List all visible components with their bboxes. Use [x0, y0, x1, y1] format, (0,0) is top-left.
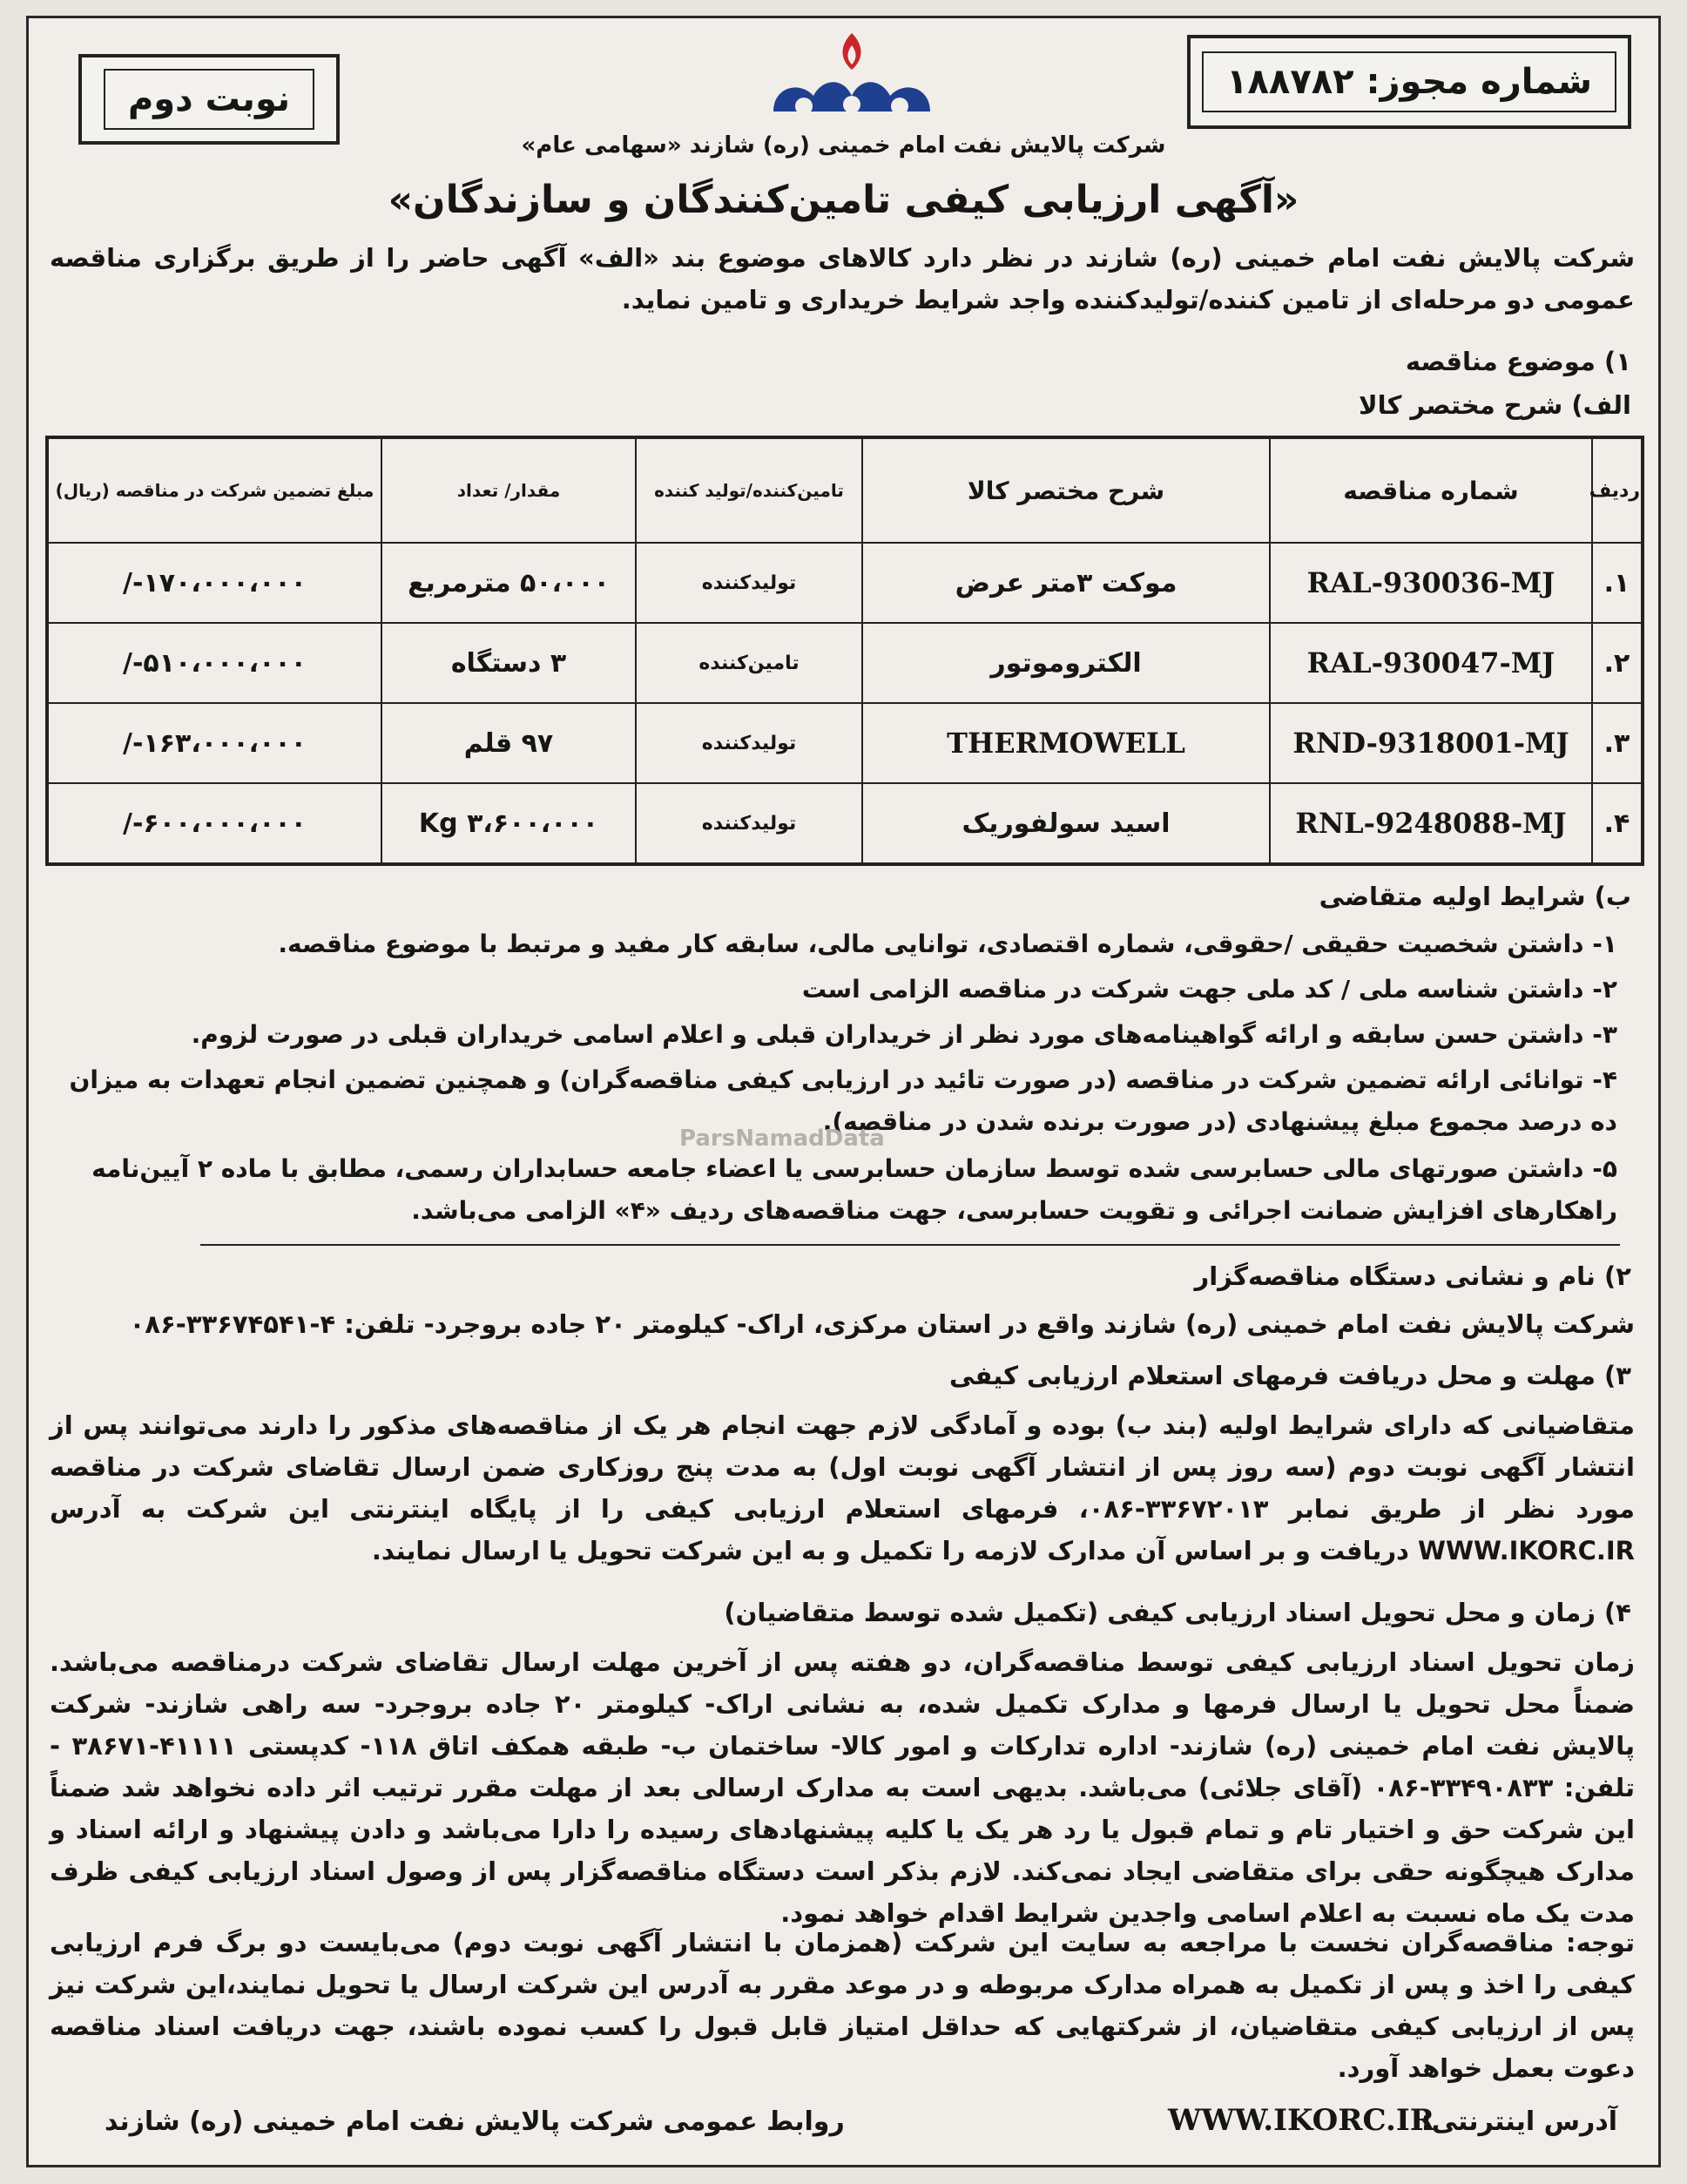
- cell-quantity: ۳،۶۰۰،۰۰۰ Kg: [381, 783, 636, 864]
- footer-website-link[interactable]: WWW.IKORC.IR: [1168, 2103, 1434, 2138]
- permit-number: شماره مجوز: ۱۸۸۷۸۲: [1202, 51, 1616, 112]
- cell-guarantee: ۶۰۰،۰۰۰،۰۰۰-/: [47, 783, 381, 864]
- cell-row-number: ۲.: [1592, 623, 1643, 703]
- section-3-text: متقاضیانی که دارای شرایط اولیه (بند ب) بوده و آمادگی لازم جهت انجام هر یک از مناقصه‌های مذکور را دارند می‌توانند پس از انتشار آگهی نوبت دوم (سه روز پس از انتشار آگهی نوبت اول) به مدت پنج روزکاری ضمن ارسال تقاضای شرکت در مناقصه مورد نظر از طریق نمابر ۳۳۶۷۲۰۱۳-۰۸۶، فرمهای استعلام ارزیابی کیفی را از پایگاه اینترنتی این شرکت به آدرس WWW.IKORC.IR دریافت و بر اساس آن مدارک لازمه را تکمیل و به این شرکت تحویل یا ارسال نمایند.: [50, 1410, 1635, 1565]
- table-row: [47, 783, 1643, 864]
- publication-turn-box: [78, 54, 340, 145]
- intro-paragraph: شرکت پالایش نفت امام خمینی (ره) شازند در نظر دارد کالاهای موضوع بند «الف» آگهی حاضر را از طریق برگزاری مناقصه عمومی دو مرحله‌ای از تامین کننده/تولیدکننده واجد شرایط خریداری و تامین نماید.: [50, 243, 1635, 314]
- header-guarantee: مبلغ تضمین شرکت در مناقصه (ریال): [47, 437, 381, 543]
- note-paragraph: توجه: مناقصه‌گران نخست با مراجعه به سایت این شرکت (همزمان با انتشار آگهی نوبت دوم) می‌بایست دو برگ فرم ارزیابی کیفی را اخذ و پس از تکمیل به همراه مدارک مربوطه و در موعد مقرر به آدرس این شرکت ارسال یا تحویل نمایند،این شرکت نیز پس از ارزیابی کیفی متقاضیان، از شرکتهایی که حداقل امتیاز قابل قبول را کسب نموده باشند، جهت دریافت اسناد مناقصه دعوت بعمل خواهد آورد.: [50, 1928, 1635, 2083]
- cell-description: THERMOWELL: [862, 703, 1270, 783]
- notice-headline: «آگهی ارزیابی کیفی تامین‌کنندگان و سازندگان»: [388, 178, 1299, 222]
- cell-guarantee: ۵۱۰،۰۰۰،۰۰۰-/: [47, 623, 381, 703]
- header-row-number: ردیف: [1592, 437, 1643, 543]
- section-4-text: زمان تحویل اسناد ارزیابی کیفی توسط مناقصه‌گران، دو هفته پس از آخرین مهلت ارسال تقاضای شرکت درمناقصه می‌باشد. ضمناً محل تحویل یا ارسال فرمها و مدارک تکمیل شده، به نشانی اراک- کیلومتر ۲۰ جاده بروجرد- سه راهی شازند- شرکت پالایش نفت امام خمینی (ره) شازند- اداره تدارکات و امور کالا- ساختمان ب- طبقه همکف اتاق ۱۱۸- کدپستی ۴۱۱۱۱-۳۸۶۷۱ - تلفن: ۳۳۴۹۰۸۳۳-۰۸۶ (آقای جلائی) می‌باشد. بدیهی است به مدارک ارسالی بعد از مهلت مقرر ترتیب اثر داده نخواهد شد ضمناً این شرکت حق و اختیار تام و تمام قبول یا رد هر یک یا کلیه پیشنهادهای رسیده را دارا می‌باشد و دادن پیشنهاد و ارائه اسناد و مدارک هیچگونه حقی برای متقاضی ایجاد نمی‌کند. لازم بذکر است دستگاه مناقصه‌گزار پس از وصول اسناد ارزیابی کیفی ظرف مدت یک ماه نسبت به اعلام اسامی واجدین شرایط اقدام خواهد نمود.: [50, 1647, 1635, 1928]
- condition-4: ۴- توانائی ارائه تضمین شرکت در مناقصه (در صورت تائید در ارزیابی کیفی مناقصه‌گران) و همچنین تضمین انجام تعهدات به میزان ده درصد مجموع مبلغ پیشنهادی (در صورت برنده شدن در مناقصه).: [69, 1065, 1617, 1136]
- cell-supplier: تامین‌کننده: [636, 623, 862, 703]
- cell-description: موکت ۳متر عرض: [862, 543, 1270, 623]
- condition-1: ۱- داشتن شخصیت حقیقی /حقوقی، شماره اقتصادی، توانایی مالی، سابقه کار مفید و مرتبط با موضوع مناقصه.: [278, 930, 1617, 958]
- cell-row-number: ۱.: [1592, 543, 1643, 623]
- header-supplier: تامین‌کننده/تولید کننده: [636, 437, 862, 543]
- cell-row-number: ۳.: [1592, 703, 1643, 783]
- section-4-title: ۴) زمان و محل تحویل اسناد ارزیابی کیفی (تکمیل شده توسط متقاضیان): [724, 1598, 1631, 1627]
- condition-2: ۲- داشتن شناسه ملی / کد ملی جهت شرکت در مناقصه الزامی است: [801, 975, 1617, 1004]
- cell-guarantee: ۱۶۳،۰۰۰،۰۰۰-/: [47, 703, 381, 783]
- cell-tender-number: RAL-930047-MJ: [1270, 623, 1592, 703]
- cell-supplier: تولیدکننده: [636, 543, 862, 623]
- cell-tender-number: RNL-9248088-MJ: [1270, 783, 1592, 864]
- header-quantity: مقدار/ تعداد: [381, 437, 636, 543]
- section-2-text: شرکت پالایش نفت امام خمینی (ره) شازند واقع در استان مرکزی، اراک- کیلومتر ۲۰ جاده بروجرد- تلفن: ۴-۳۳۶۷۴۵۴۱-۰۸۶: [129, 1309, 1635, 1339]
- section-b-title: ب) شرایط اولیه متقاضی: [1319, 882, 1631, 911]
- condition-5-underline: [200, 1244, 1620, 1246]
- header-tender-number: شماره مناقصه: [1270, 437, 1592, 543]
- cell-quantity: ۳ دستگاه: [381, 623, 636, 703]
- footer-public-relations: روابط عمومی شرکت پالایش نفت امام خمینی (ره) شازند: [105, 2106, 845, 2137]
- watermark: ParsNamadData: [679, 1126, 885, 1152]
- cell-description: الکتروموتور: [862, 623, 1270, 703]
- cell-guarantee: ۱۷۰،۰۰۰،۰۰۰-/: [47, 543, 381, 623]
- table-row: [47, 623, 1643, 703]
- section-3-title: ۳) مهلت و محل دریافت فرمهای استعلام ارزیابی کیفی: [949, 1361, 1631, 1390]
- tender-table: [45, 436, 1644, 866]
- condition-5: ۵- داشتن صورتهای مالی حسابرسی شده توسط سازمان حسابرسی یا اعضاء جامعه حسابداران رسمی، مطابق با ماده ۲ آیین‌نامه راهکارهای افزایش ضمانت اجرائی و تقویت حسابرسی، جهت مناقصه‌های ردیف «۴» الزامی می‌باشد.: [91, 1154, 1617, 1225]
- table-row: [47, 703, 1643, 783]
- header-description: شرح مختصر کالا: [862, 437, 1270, 543]
- cell-supplier: تولیدکننده: [636, 703, 862, 783]
- cell-tender-number: RAL-930036-MJ: [1270, 543, 1592, 623]
- table-header-row: [47, 437, 1643, 543]
- table-row: [47, 543, 1643, 623]
- footer-site-label: آدرس اینترنتی:: [1420, 2106, 1617, 2137]
- section-1a-title: الف) شرح مختصر کالا: [1358, 390, 1631, 420]
- cell-description: اسید سولفوریک: [862, 783, 1270, 864]
- cell-quantity: ۹۷ قلم: [381, 703, 636, 783]
- condition-3: ۳- داشتن حسن سابقه و ارائه گواهینامه‌های مورد نظر از خریداران قبلی و اعلام اسامی خریداران قبلی در صورت لزوم.: [191, 1020, 1617, 1049]
- permit-number-box: [1187, 35, 1631, 129]
- cell-tender-number: RND-9318001-MJ: [1270, 703, 1592, 783]
- cell-row-number: ۴.: [1592, 783, 1643, 864]
- publication-turn: نوبت دوم: [104, 69, 314, 130]
- company-name: شرکت پالایش نفت امام خمینی (ره) شازند «سهامی عام»: [521, 132, 1166, 159]
- cell-supplier: تولیدکننده: [636, 783, 862, 864]
- cell-quantity: ۵۰،۰۰۰ مترمربع: [381, 543, 636, 623]
- section-1-title: ۱) موضوع مناقصه: [1405, 347, 1631, 376]
- refinery-logo-icon: [756, 26, 948, 126]
- section-2-title: ۲) نام و نشانی دستگاه مناقصه‌گزار: [1194, 1261, 1631, 1291]
